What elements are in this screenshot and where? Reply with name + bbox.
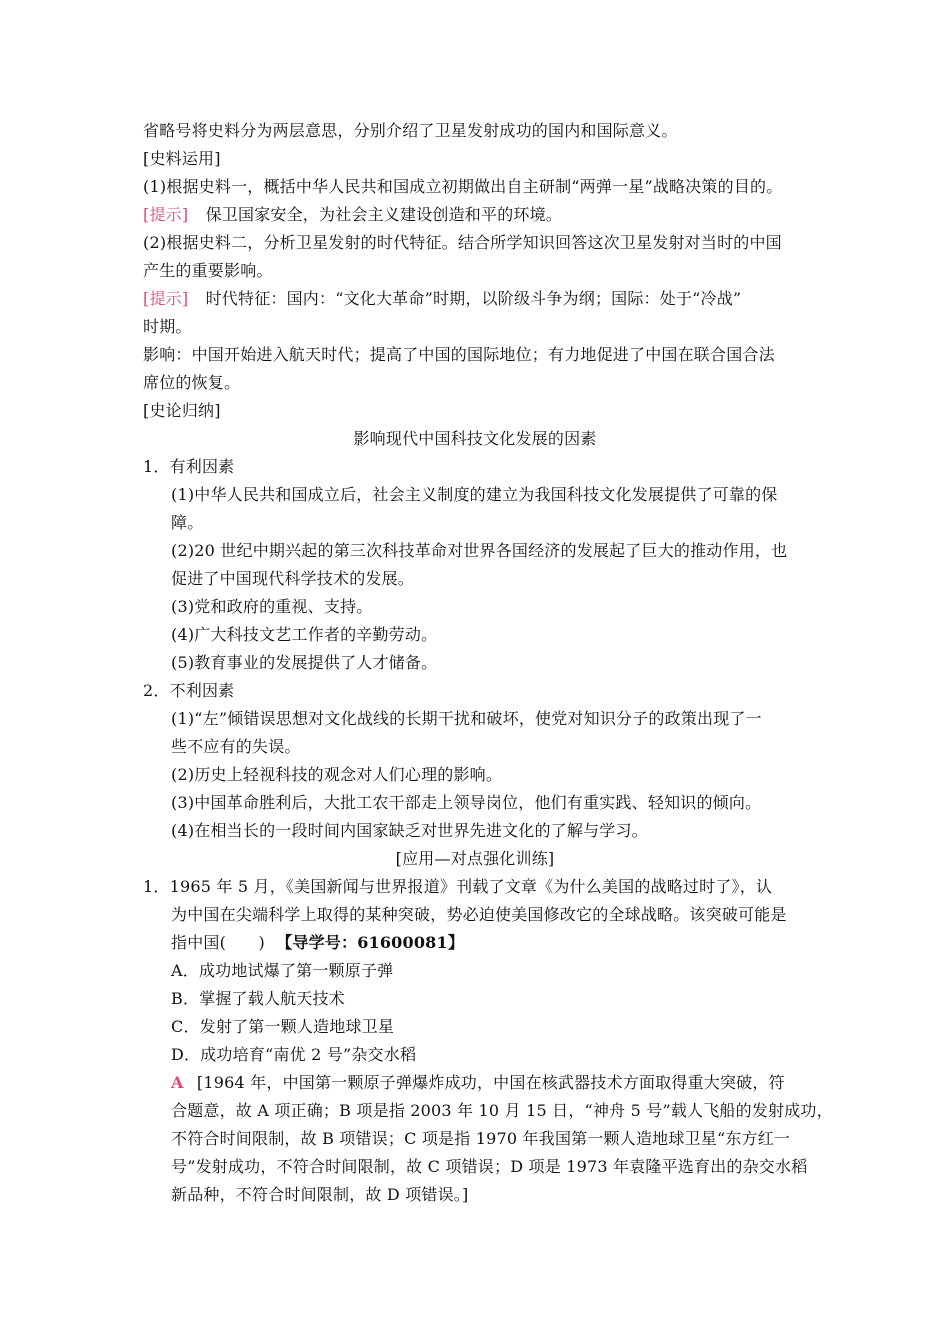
option-a: A．成功地试爆了第一颗原子弹: [171, 961, 394, 980]
answer-2: 时代特征：国内：“文化大革命”时期，以阶级斗争为纲；国际：处于“冷战”: [205, 289, 742, 308]
explanation-line-5: 新品种，不符合时间限制，故 D 项错误。]: [171, 1185, 469, 1204]
unfavorable-item-1-line-2: 些不应有的失误。: [171, 737, 301, 756]
section-label-use: [史料运用]: [143, 149, 221, 168]
favorable-item-3: (3)党和政府的重视、支持。: [171, 597, 373, 616]
explanation-line-4: 号”发射成功，不符合时间限制，故 C 项错误；D 项是 1973 年袁隆平选育出的杂交水稻: [171, 1157, 808, 1176]
hint-label: [提示]: [143, 205, 189, 224]
answer-letter: A: [171, 1073, 184, 1092]
intro-text: 省略号将史料分为两层意思，分别介绍了卫星发射成功的国内和国际意义。: [143, 121, 678, 140]
favorable-item-5: (5)教育事业的发展提供了人才储备。: [171, 653, 438, 672]
unfavorable-item-3: (3)中国革命胜利后，大批工农干部走上领导岗位，他们有重实践、轻知识的倾向。: [171, 793, 762, 812]
impact-line-2: 席位的恢复。: [143, 373, 241, 392]
question-1: (1)根据史料一，概括中华人民共和国成立初期做出自主研制“两弹一星”战略决策的目的。: [143, 177, 783, 196]
favorable-item-1-line-1: (1)中华人民共和国成立后，社会主义制度的建立为我国科技文化发展提供了可靠的保: [171, 485, 778, 504]
favorable-item-4: (4)广大科技文艺工作者的辛勤劳动。: [171, 625, 438, 644]
exercise-question-line-3: [171, 933, 464, 953]
favorable-item-2-line-1: (2)20 世纪中期兴起的第三次科技革命对世界各国经济的发展起了巨大的推动作用，也: [171, 541, 788, 560]
option-b: B．掌握了载人航天技术: [171, 989, 345, 1008]
unfavorable-item-4: (4)在相当长的一段时间内国家缺乏对世界先进文化的了解与学习。: [171, 821, 648, 840]
answer-1: 保卫国家安全，为社会主义建设创造和平的环境。: [205, 205, 562, 224]
summary-title: 影响现代中国科技文化发展的因素: [353, 429, 597, 448]
explanation-line-2: 合题意，故 A 项正确；B 项是指 2003 年 10 月 15 日，“神舟 5 号”载人飞船的发射成功，: [171, 1101, 833, 1120]
guide-number: 【导学号：61600081】: [276, 933, 465, 952]
option-d: D．成功培育“南优 2 号”杂交水稻: [171, 1045, 417, 1064]
answer-2-line-1: [143, 289, 741, 309]
unfavorable-heading: 2．不利因素: [143, 681, 235, 700]
section-label-training: [应用—对点强化训练]: [395, 849, 555, 868]
favorable-item-1-line-2: 障。: [171, 513, 204, 532]
exercise-question-line-2: 为中国在尖端科学上取得的某种突破，势必迫使美国修改它的全球战略。该突破可能是: [171, 905, 787, 924]
hint-label: [提示]: [143, 289, 189, 308]
question-2-line-1: (2)根据史料二，分析卫星发射的时代特征。结合所学知识回答这次卫星发射对当时的中国: [143, 233, 782, 252]
question-2-line-2: 产生的重要影响。: [143, 261, 273, 280]
impact-line-1: 影响：中国开始进入航天时代；提高了中国的国际地位；有力地促进了中国在联合国合法: [143, 345, 775, 364]
section-label-summary: [史论归纳]: [143, 401, 221, 420]
favorable-item-2-line-2: 促进了中国现代科学技术的发展。: [171, 569, 415, 588]
explanation-line-3: 不符合时间限制，故 B 项错误；C 项是指 1970 年我国第一颗人造地球卫星“东方红一: [171, 1129, 791, 1148]
favorable-heading: 1．有利因素: [143, 457, 235, 476]
exercise-question-line-1: 1．1965 年 5 月，《美国新闻与世界报道》刊载了文章《为什么美国的战略过时了》，认: [143, 877, 773, 896]
option-c: C．发射了第一颗人造地球卫星: [171, 1017, 395, 1036]
exercise-question-stem: 指中国( ): [171, 933, 265, 952]
unfavorable-item-2: (2)历史上轻视科技的观念对人们心理的影响。: [171, 765, 503, 784]
unfavorable-item-1-line-1: (1)“左”倾错误思想对文化战线的长期干扰和破坏，使党对知识分子的政策出现了一: [171, 709, 762, 728]
answer-2-line-2: 时期。: [143, 317, 192, 336]
explanation-text-1: [1964 年，中国第一颗原子弹爆炸成功，中国在核武器技术方面取得重大突破，符: [196, 1073, 785, 1092]
answer-1-line: [143, 205, 562, 225]
explanation-line-1: [171, 1073, 785, 1093]
